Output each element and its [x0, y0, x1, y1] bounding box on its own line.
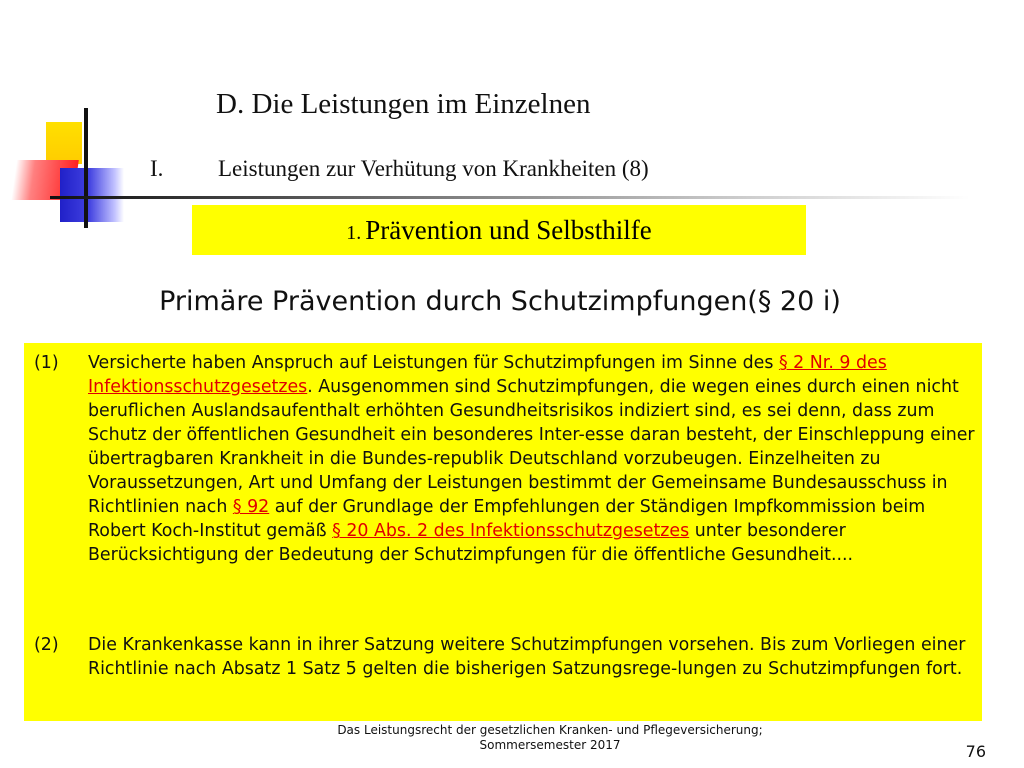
slide-subtitle: Leistungen zur Verhütung von Krankheiten (8)	[218, 156, 649, 181]
page-number: 76	[965, 742, 986, 761]
subtitle-number: I.	[150, 156, 164, 181]
logo-blue-square	[60, 168, 124, 222]
banner-number: 1.	[346, 222, 362, 244]
link-ifsg-20-abs-2[interactable]: § 20 Abs. 2 des Infektionsschutzgesetzes	[332, 521, 690, 541]
section-heading: Primäre Prävention durch Schutzimpfungen(§ 20 i)	[159, 286, 841, 317]
paragraph-text	[88, 351, 976, 567]
text-segment: Die Krankenkasse kann in ihrer Satzung weitere Schutzimpfungen vorsehen. Bis zum Vorliegen einer Richtlinie nach Absatz 1 Satz 5 gelten die bisherigen Satzungsrege-lungen zu Schutzimpfungen fort.	[88, 635, 966, 679]
text-segment: auf der Grundlage der Empfehlungen der Ständigen Impfkommission beim Robert Koch-Institut gemäß	[88, 497, 926, 541]
link-ifsg-2-nr-9[interactable]: § 2 Nr. 9 des Infektionsschutzgesetzes	[88, 353, 887, 397]
decorative-logo	[0, 0, 150, 240]
slide-title: D. Die Leistungen im Einzelnen	[216, 88, 591, 120]
paragraph-text	[88, 633, 976, 681]
paragraph-number: (1)	[34, 353, 59, 373]
text-segment: . Ausgenommen sind Schutzimpfungen, die wegen eines durch einen nicht beruflichen Auslandsaufenthalt erhöhten Gesundheitsrisikos indiziert sind, es sei denn, dass zum Schutz der öffentlichen Gesundheit ein besonderes Inter-esse daran besteht, der Einschleppung einer übertragbaren Krankheit in die Bundes-republik Deutschland vorzubeugen. Einzelheiten zu Voraussetzungen, Art und Umfang der Leistungen bestimmt der Gemeinsame Bundesausschuss in Richtlinien nach	[88, 377, 975, 517]
footer-line-1: Das Leistungsrecht der gesetzlichen Kranken- und Pflegeversicherung;	[337, 723, 763, 737]
title-divider-line	[50, 196, 970, 199]
text-segment: unter besonderer Berücksichtigung der Bedeutung der Schutzimpfungen für die öffentliche Gesundheit....	[88, 521, 854, 565]
section-banner	[192, 205, 806, 255]
footer-line-2: Sommersemester 2017	[479, 738, 621, 752]
law-text-box	[24, 343, 982, 721]
text-segment: Versicherte haben Anspruch auf Leistungen für Schutzimpfungen im Sinne des	[88, 353, 779, 373]
logo-vertical-line	[84, 108, 88, 228]
banner-text: Prävention und Selbsthilfe	[365, 215, 652, 245]
link-sgb-92[interactable]: § 92	[232, 497, 270, 517]
footer	[280, 723, 820, 753]
paragraph-number: (2)	[34, 635, 59, 655]
logo-yellow-square	[46, 122, 82, 164]
